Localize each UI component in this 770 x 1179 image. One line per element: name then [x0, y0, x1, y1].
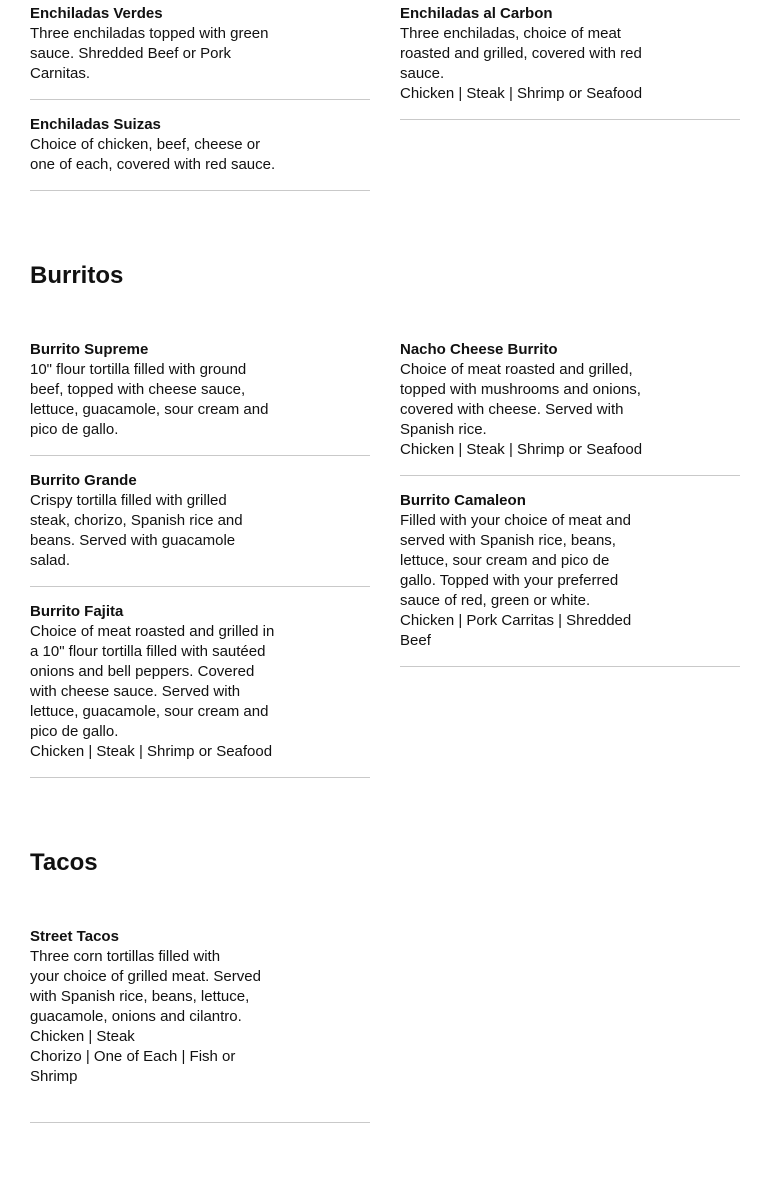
menu-item-description: Choice of meat roasted and grilled in a 10" flour tortilla filled with sautéed onions and bell peppers. Covered with cheese sauce. Served with lettuce, guacamole, sour cream and pico de gallo. Chicken | Steak | Shrimp or Seafood [30, 623, 275, 760]
menu-item-burrito-fajita [30, 602, 370, 778]
menu-item-name: Burrito Grande [30, 472, 137, 489]
menu-item-name: Nacho Cheese Burrito [400, 341, 558, 358]
menu-item-enchiladas-suizas [30, 115, 370, 191]
menu-item-name: Enchiladas Verdes [30, 5, 163, 22]
menu-item-description: Choice of meat roasted and grilled, topped with mushrooms and onions, covered with cheese. Served with Spanish rice. Chicken | Steak | Shrimp or Seafood [400, 361, 643, 458]
menu-item-description: Three enchiladas, choice of meat roasted and grilled, covered with red sauce. Chicken | Steak | Shrimp or Seafood [400, 25, 643, 102]
menu-item-enchiladas-al-carbon [400, 4, 740, 120]
menu-item-description: 10" flour tortilla filled with ground beef, topped with cheese sauce, lettuce, guacamole, sour cream and pico de gallo. [30, 361, 269, 438]
menu-item-burrito-camaleon [400, 491, 740, 667]
menu-item-name: Street Tacos [30, 928, 119, 945]
menu-item-enchiladas-verdes [30, 4, 370, 100]
menu-item-name: Enchiladas Suizas [30, 116, 161, 133]
menu-item-description: Choice of chicken, beef, cheese or one of each, covered with red sauce. [30, 136, 276, 173]
menu-item-description: Three enchiladas topped with green sauce. Shredded Beef or Pork Carnitas. [30, 25, 269, 82]
menu-item-burrito-supreme [30, 340, 370, 456]
menu-item-name: Burrito Fajita [30, 603, 124, 620]
menu-item-description: Crispy tortilla filled with grilled steak, chorizo, Spanish rice and beans. Served with guacamole salad. [30, 492, 243, 569]
menu-item-name: Burrito Supreme [30, 341, 149, 358]
menu-item-name: Burrito Camaleon [400, 492, 526, 509]
menu-item-burrito-grande [30, 471, 370, 587]
section-title-burritos: Burritos [30, 262, 124, 289]
menu-item-description: Three corn tortillas filled with your choice of grilled meat. Served with Spanish rice, beans, lettuce, guacamole, onions and cilantro. Chicken | Steak Chorizo | One of Each | Fish or Shrimp [30, 948, 261, 1085]
section-title-tacos: Tacos [30, 849, 98, 876]
menu-item-nacho-cheese-burrito [400, 340, 740, 476]
menu-item-description: Filled with your choice of meat and served with Spanish rice, beans, lettuce, sour cream and pico de gallo. Topped with your preferred sauce of red, green or white. Chicken | Pork Carritas | Shredded Beef [400, 512, 632, 649]
menu-item-name: Enchiladas al Carbon [400, 5, 553, 22]
menu-item-street-tacos [30, 927, 370, 1123]
